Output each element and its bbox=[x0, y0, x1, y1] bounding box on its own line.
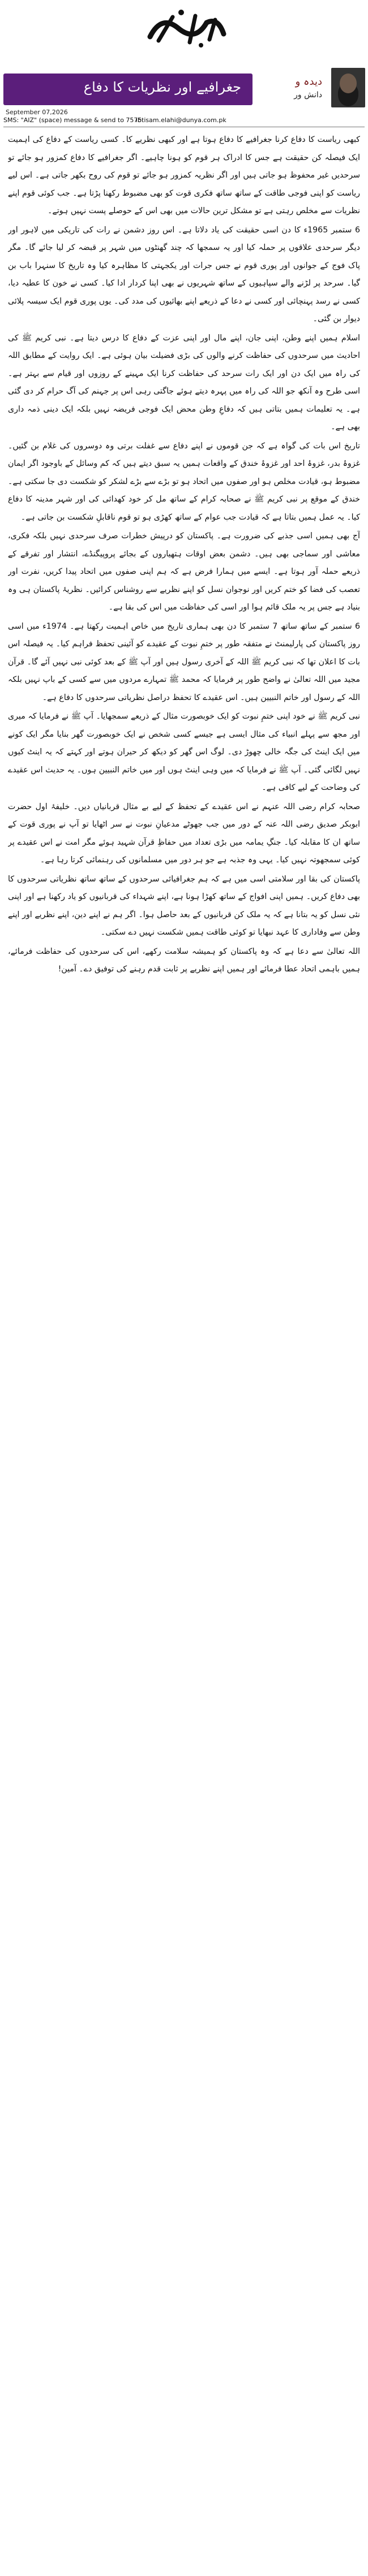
author-photo bbox=[331, 68, 365, 107]
article-body bbox=[8, 131, 360, 2568]
paragraph-3: اسلام ہمیں اپنے وطن، اپنی جان، اپنے مال اور اپنی عزت کے دفاع کا درس دیتا ہے۔ نبی کریم ﷺ کی احادیث میں سرحدوں کی حفاظت کرنے والوں کی بڑی فضیلت بیان ہوئی ہے۔ ایک روایت کے مطابق اللہ کی راہ میں ایک دن اور ایک رات سرحد کی حفاظت کرنا ایک مہینے کے روزوں اور قیام سے بہتر ہے۔ اسی طرح وہ آنکھ جو اللہ کی راہ میں پہرہ دیتے ہوئے جاگتی رہی اس پر جہنم کی آگ حرام کر دی گئی ہے۔ یہ تعلیمات ہمیں بتاتی ہیں کہ دفاعِ وطن محض ایک فوجی فریضہ نہیں بلکہ ایک دینی ذمہ داری بھی ہے۔ bbox=[8, 333, 360, 431]
article-title-bar bbox=[3, 74, 253, 105]
column-brand bbox=[255, 74, 326, 105]
paragraph-8: صحابہ کرام رضی اللہ عنہم نے اس عقیدے کے تحفظ کے لیے بے مثال قربانیاں دیں۔ خلیفۂ اول حضرت ابوبکر صدیق رضی اللہ عنہ کے دور میں جب جھوٹے مدعیانِ نبوت نے سر اٹھایا تو آپ نے پوری قوت کے ساتھ ان کا مقابلہ کیا۔ جنگِ یمامہ میں بڑی تعداد میں حفاظِ قرآن شہید ہوئے مگر امت نے اس عقیدے پر کوئی سمجھوتہ نہیں کیا۔ یہی وہ جذبہ ہے جو ہر دور میں مسلمانوں کی رہنمائی کرتا رہا ہے۔ bbox=[8, 802, 360, 865]
article-title: جغرافیے اور نظریات کا دفاع bbox=[83, 79, 241, 95]
paragraph-5: آج بھی ہمیں اسی جذبے کی ضرورت ہے۔ پاکستان کو درپیش خطرات صرف سرحدی نہیں بلکہ فکری، معاشی اور سماجی بھی ہیں۔ دشمن بعض اوقات ہتھیاروں کے بجائے پروپیگنڈے، انتشار اور تفرقے کے ذریعے حملہ آور ہوتا ہے۔ ایسے میں ہمارا فرض ہے کہ ہم اپنی صفوں میں اتحاد پیدا کریں، نفرت اور تعصب کی فضا کو ختم کریں اور نوجوان نسل کو اپنے نظریے سے روشناس کرائیں۔ نظریۂ پاکستان ہی وہ بنیاد ہے جس پر یہ ملک قائم ہوا اور اسی کی حفاظت میں اس کی بقا ہے۔ bbox=[8, 531, 360, 612]
paragraph-2: 6 ستمبر 1965ء کا دن اسی حقیقت کی یاد دلاتا ہے۔ اس روز دشمن نے رات کی تاریکی میں لاہور اور دیگر سرحدی علاقوں پر حملہ کیا اور یہ سمجھا کہ چند گھنٹوں میں شہر پر قبضہ کر لیا جائے گا۔ مگر پاک فوج کے جوانوں اور پوری قوم نے جس جرات اور یکجہتی کا مظاہرہ کیا وہ تاریخ کا سنہرا باب بن گیا۔ سرحد پر لڑنے والے سپاہیوں کے ساتھ شہریوں نے بھی اپنا کردار ادا کیا۔ کسی نے خون کا عطیہ دیا، کسی نے رسد پہنچائی اور کسی نے دعا کے ذریعے اپنے بھائیوں کی مدد کی۔ یوں پوری قوم ایک سیسہ پلائی دیوار بن گئی۔ bbox=[8, 225, 360, 323]
brand-line-2: دانش ور bbox=[294, 90, 322, 100]
paragraph-1: کبھی ریاست کا دفاع کرنا جغرافیے کا دفاع ہوتا ہے اور کبھی نظریے کا۔ کسی ریاست کے دفاع کی اہمیت ایک فیصلہ کن حقیقت ہے جس کا ادراک ہر قوم کو ہونا چاہیے۔ اگر جغرافیے کا دفاع کمزور ہو جائے تو سرحدیں غیر محفوظ ہو جاتی ہیں اور اگر نظریہ کمزور ہو جائے تو قوم کی روح بکھر جاتی ہے۔ اس لیے ریاست کو اپنی فوجی طاقت کے ساتھ ساتھ فکری قوت کو بھی مضبوط رکھنا پڑتا ہے۔ جب کوئی قوم اپنے نظریات سے مخلص رہتی ہے تو مشکل ترین حالات میں بھی اس کے حوصلے پست نہیں ہوتے۔ bbox=[8, 135, 360, 215]
paragraph-9: پاکستان کی بقا اور سلامتی اسی میں ہے کہ ہم جغرافیائی سرحدوں کے ساتھ ساتھ نظریاتی سرحدوں کا بھی دفاع کریں۔ ہمیں اپنی افواج کے ساتھ کھڑا ہونا ہے، اپنے شہداء کی قربانیوں کو یاد رکھنا ہے اور اپنی نئی نسل کو یہ بتانا ہے کہ یہ ملک کن قربانیوں کے بعد حاصل ہوا۔ اگر ہم نے اپنے دین، اپنے نظریے اور اپنے وطن سے وفاداری کا عہد نبھایا تو کوئی طاقت ہمیں شکست نہیں دے سکتی۔ bbox=[8, 874, 360, 937]
paragraph-10: اللہ تعالیٰ سے دعا ہے کہ وہ پاکستان کو ہمیشہ سلامت رکھے، اس کی سرحدوں کی حفاظت فرمائے، ہمیں باہمی اتحاد عطا فرمائے اور ہمیں اپنے نظریے پر ثابت قدم رہنے کی توفیق دے۔ آمین! bbox=[8, 946, 360, 974]
paragraph-6: 6 ستمبر کے ساتھ ساتھ 7 ستمبر کا دن بھی ہماری تاریخ میں خاص اہمیت رکھتا ہے۔ 1974ء میں اسی روز پاکستان کی پارلیمنٹ نے متفقہ طور پر ختمِ نبوت کے عقیدے کو آئینی تحفظ فراہم کیا۔ یہ فیصلہ اس بات کا اعلان تھا کہ نبی کریم ﷺ اللہ کے آخری رسول ہیں اور آپ ﷺ کے بعد کوئی نبی نہیں آئے گا۔ قرآن مجید میں اللہ تعالیٰ نے واضح طور پر فرمایا کہ محمد ﷺ تمہارے مردوں میں سے کسی کے باپ نہیں بلکہ اللہ کے رسول اور خاتم النبیین ہیں۔ اس عقیدے کا تحفظ دراصل نظریاتی سرحدوں کا دفاع ہے۔ bbox=[8, 621, 360, 702]
dunya-logo bbox=[139, 6, 229, 51]
publish-date: September 07,2026 bbox=[6, 109, 68, 116]
logo-calligraphy-icon bbox=[139, 6, 229, 51]
brand-line-1: دیدہ و bbox=[295, 76, 322, 88]
author-email[interactable]: ibtisam.elahi@dunya.com.pk bbox=[136, 116, 226, 124]
author-face bbox=[340, 74, 357, 93]
paragraph-7: نبی کریم ﷺ نے خود اپنی ختمِ نبوت کو ایک خوبصورت مثال کے ذریعے سمجھایا۔ آپ ﷺ نے فرمایا کہ میری اور مجھ سے پہلے انبیاء کی مثال ایسی ہے جیسے کسی شخص نے ایک خوبصورت گھر بنایا مگر ایک کونے میں ایک اینٹ کی جگہ خالی چھوڑ دی۔ لوگ اس گھر کو دیکھ کر حیران ہوتے اور کہتے کہ یہ اینٹ کیوں نہیں لگائی گئی۔ آپ ﷺ نے فرمایا کہ میں وہی اینٹ ہوں اور میں خاتم النبیین ہوں۔ یہ حدیث اس عقیدے کی وضاحت کے لیے کافی ہے۔ bbox=[8, 712, 360, 792]
paragraph-4: تاریخ اس بات کی گواہ ہے کہ جن قوموں نے اپنے دفاع سے غفلت برتی وہ دوسروں کی غلام بن گئیں۔ غزوۂ بدر، غزوۂ احد اور غزوۂ خندق کے واقعات ہمیں یہ سبق دیتے ہیں کہ کم وسائل کے باوجود اگر ایمان مضبوط ہو، قیادت مخلص ہو اور صفوں میں اتحاد ہو تو بڑے سے بڑے لشکر کو شکست دی جا سکتی ہے۔ خندق کے موقع پر نبی کریم ﷺ نے صحابہ کرام کے ساتھ مل کر خود کھدائی کی اور شہر مدینہ کا دفاع کیا۔ یہ عمل ہمیں بتاتا ہے کہ قیادت جب عوام کے ساتھ کھڑی ہو تو قوم ناقابلِ شکست بن جاتی ہے۔ bbox=[8, 441, 360, 522]
masthead bbox=[0, 0, 368, 124]
sms-info: SMS: "AIZ" (space) message & send to 7575 bbox=[3, 116, 142, 124]
